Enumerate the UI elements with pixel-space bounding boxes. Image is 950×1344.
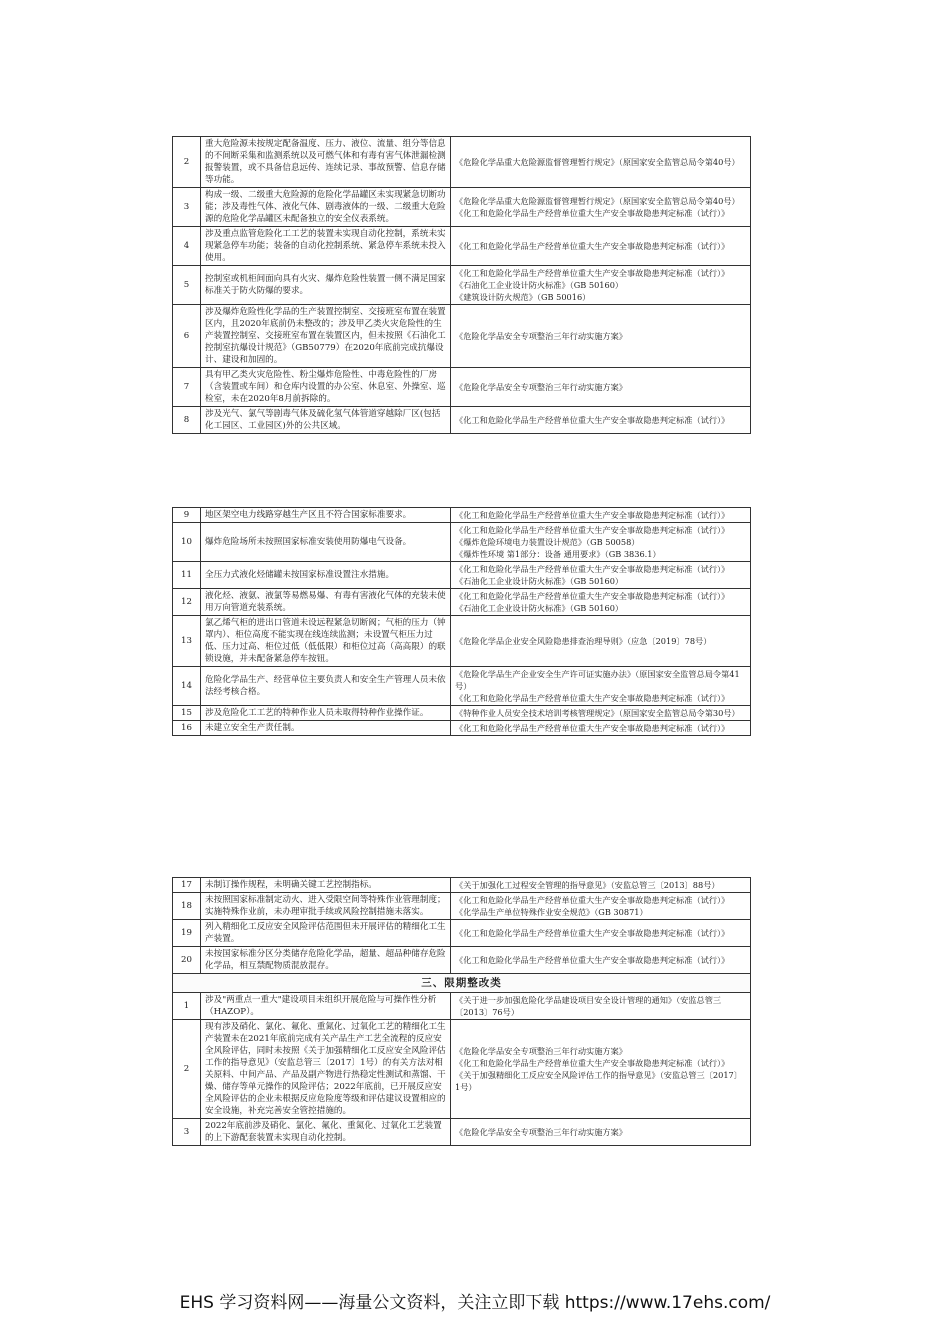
reference-text: 《危险化学品安全专项整治三年行动实施方案》 bbox=[455, 1127, 627, 1137]
table-row bbox=[173, 706, 751, 721]
reference-text: 《化工和危险化学品生产经营单位重大生产安全事故隐患判定标准（试行）》 bbox=[455, 415, 730, 425]
reference-text: 《化工和危险化学品生产经营单位重大生产安全事故隐患判定标准（试行）》 bbox=[455, 208, 730, 218]
reference-cell bbox=[451, 188, 751, 227]
reference-text: 《关于进一步加强危险化学品建设项目安全设计管理的通知》（安监总管三〔2013〕76号） bbox=[455, 995, 722, 1017]
reference-text: 《石油化工企业设计防火标准》（GB 50160） bbox=[455, 576, 624, 586]
reference-text: 《化工和危险化学品生产经营单位重大生产安全事故隐患判定标准（试行）》 bbox=[455, 895, 730, 905]
reference-cell bbox=[451, 947, 751, 974]
row-number: 3 bbox=[173, 188, 201, 227]
row-number: 7 bbox=[173, 368, 201, 407]
reference-cell bbox=[451, 993, 751, 1020]
row-number: 18 bbox=[173, 893, 201, 920]
table-row bbox=[173, 523, 751, 562]
reference-text: 《关于加强精细化工反应安全风险评估工作的指导意见》（安监总管三〔2017〕1号） bbox=[455, 1070, 742, 1092]
reference-text: 《化学品生产单位特殊作业安全规范》（GB 30871） bbox=[455, 907, 648, 917]
footer-watermark-text: EHS 学习资料网——海量公文资料，关注立即下载 https://www.17ehs.com/ bbox=[179, 1293, 771, 1313]
hazard-description: 具有甲乙类火灾危险性、粉尘爆炸危险性、中毒危险性的厂房（含装置或车间）和仓库内设置的办公室、休息室、外操室、巡检室，未在2020年8月前拆除的。 bbox=[201, 368, 451, 407]
reference-cell bbox=[451, 706, 751, 721]
reference-cell bbox=[451, 721, 751, 736]
hazard-description: 地区架空电力线路穿越生产区且不符合国家标准要求。 bbox=[201, 508, 451, 523]
section-title: 三、限期整改类 bbox=[173, 974, 751, 993]
hazard-description: 爆炸危险场所未按照国家标准安装使用防爆电气设备。 bbox=[201, 523, 451, 562]
row-number: 3 bbox=[173, 1119, 201, 1146]
table-row bbox=[173, 667, 751, 706]
reference-text: 《化工和危险化学品生产经营单位重大生产安全事故隐患判定标准（试行）》 bbox=[455, 928, 730, 938]
reference-text: 《化工和危险化学品生产经营单位重大生产安全事故隐患判定标准（试行）》 bbox=[455, 510, 730, 520]
section-header-row bbox=[173, 974, 751, 993]
row-number: 5 bbox=[173, 266, 201, 305]
reference-cell bbox=[451, 137, 751, 188]
hazard-description: 未建立安全生产责任制。 bbox=[201, 721, 451, 736]
reference-text: 《危险化学品安全专项整治三年行动实施方案》 bbox=[455, 382, 627, 392]
row-number: 6 bbox=[173, 305, 201, 368]
hazard-description: 全压力式液化烃储罐未按国家标准设置注水措施。 bbox=[201, 562, 451, 589]
reference-text: 《化工和危险化学品生产经营单位重大生产安全事故隐患判定标准（试行）》 bbox=[455, 1058, 730, 1068]
reference-cell bbox=[451, 589, 751, 616]
table-row bbox=[173, 137, 751, 188]
table-row bbox=[173, 947, 751, 974]
reference-text: 《化工和危险化学品生产经营单位重大生产安全事故隐患判定标准（试行）》 bbox=[455, 723, 730, 733]
reference-text: 《建筑设计防火规范》（GB 50016） bbox=[455, 292, 591, 302]
reference-text: 《爆炸危险环境电力装置设计规范》（GB 50058） bbox=[455, 537, 640, 547]
table-row bbox=[173, 266, 751, 305]
hazard-description: 危险化学品生产、经营单位主要负责人和安全生产管理人员未依法经考核合格。 bbox=[201, 667, 451, 706]
hazard-description: 列入精细化工反应安全风险评估范围但未开展评估的精细化工生产装置。 bbox=[201, 920, 451, 947]
table-row bbox=[173, 920, 751, 947]
table-row bbox=[173, 227, 751, 266]
reference-text: 《化工和危险化学品生产经营单位重大生产安全事故隐患判定标准（试行）》 bbox=[455, 241, 730, 251]
row-number: 15 bbox=[173, 706, 201, 721]
hazard-description: 未按照国家标准制定动火、进入受限空间等特殊作业管理制度；实施特殊作业前，未办理审批手续或风险控制措施未落实。 bbox=[201, 893, 451, 920]
reference-text: 《危险化学品安全专项整治三年行动实施方案》 bbox=[455, 1046, 627, 1056]
reference-text: 《化工和危险化学品生产经营单位重大生产安全事故隐患判定标准（试行）》 bbox=[455, 591, 730, 601]
hazard-description: 现有涉及硝化、氯化、氟化、重氮化、过氧化工艺的精细化工生产装置未在2021年底前完成有关产品生产工艺全流程的反应安全风险评估，同时未按照《关于加强精细化工反应安全风险评估工作的指导意见》（安监总管三〔2017〕1号）的有关方法对相关原料、中间产品、产品及副产物进行热稳定性测试和蒸馏、干燥、储存等单元操作的风险评估；2022年底前，已开展反应安全风险评估的企业未根据反应危险度等级和评估建议设置相应的安全设施，补充完善安全管控措施的。 bbox=[201, 1020, 451, 1119]
reference-text: 《特种作业人员安全技术培训考核管理规定》（原国家安全监管总局令第30号） bbox=[455, 708, 740, 718]
reference-text: 《关于加强化工过程安全管理的指导意见》（安监总管三〔2013〕88号） bbox=[455, 880, 720, 890]
reference-cell bbox=[451, 523, 751, 562]
reference-text: 《危险化学品生产企业安全生产许可证实施办法》（原国家安全监管总局令第41号） bbox=[455, 669, 740, 691]
hazard-description: 液化烃、液氨、液氯等易燃易爆、有毒有害液化气体的充装未使用万向管道充装系统。 bbox=[201, 589, 451, 616]
hazard-description: 控制室或机柜间面向具有火灾、爆炸危险性装置一侧不满足国家标准关于防火防爆的要求。 bbox=[201, 266, 451, 305]
reference-text: 《爆炸性环境 第1部分：设备 通用要求》（GB 3836.1） bbox=[455, 549, 661, 559]
reference-cell bbox=[451, 878, 751, 893]
reference-cell bbox=[451, 407, 751, 434]
reference-text: 《石油化工企业设计防火标准》（GB 50160） bbox=[455, 603, 624, 613]
reference-text: 《化工和危险化学品生产经营单位重大生产安全事故隐患判定标准（试行）》 bbox=[455, 693, 730, 703]
hazard-description: 2022年底前涉及硝化、氯化、氟化、重氮化、过氧化工艺装置的上下游配套装置未实现自动化控制。 bbox=[201, 1119, 451, 1146]
reference-cell bbox=[451, 893, 751, 920]
table-row bbox=[173, 1020, 751, 1119]
table-row bbox=[173, 188, 751, 227]
hazard-description: 未按国家标准分区分类储存危险化学品，超量、超品种储存危险化学品，相互禁配物质混放混存。 bbox=[201, 947, 451, 974]
table-row bbox=[173, 562, 751, 589]
row-number: 17 bbox=[173, 878, 201, 893]
reference-text: 《危险化学品安全专项整治三年行动实施方案》 bbox=[455, 331, 627, 341]
reference-cell bbox=[451, 305, 751, 368]
reference-text: 《化工和危险化学品生产经营单位重大生产安全事故隐患判定标准（试行）》 bbox=[455, 525, 730, 535]
reference-cell bbox=[451, 616, 751, 667]
hazard-description: 涉及爆炸危险性化学品的生产装置控制室、交接班室布置在装置区内，且2020年底前仍未整改的；涉及甲乙类火灾危险性的生产装置控制室、交接班室布置在装置区内，但未按照《石油化工控制室抗爆设计规范》（GB50779）在2020年底前完成抗爆设计、建设和加固的。 bbox=[201, 305, 451, 368]
reference-text: 《危险化学品重大危险源监督管理暂行规定》（原国家安全监管总局令第40号） bbox=[455, 157, 740, 167]
hazard-description: 构成一级、二级重大危险源的危险化学品罐区未实现紧急切断功能；涉及毒性气体、液化气体、剧毒液体的一级、二级重大危险源的危险化学品罐区未配备独立的安全仪表系统。 bbox=[201, 188, 451, 227]
table-row bbox=[173, 1119, 751, 1146]
reference-cell bbox=[451, 562, 751, 589]
hazard-table-part-1 bbox=[172, 136, 751, 434]
reference-cell bbox=[451, 508, 751, 523]
row-number: 20 bbox=[173, 947, 201, 974]
reference-text: 《危险化学品企业安全风险隐患排查治理导则》（应急〔2019〕78号） bbox=[455, 636, 712, 646]
hazard-description: 涉及危险化工工艺的特种作业人员未取得特种作业操作证。 bbox=[201, 706, 451, 721]
hazard-table-part-2 bbox=[172, 507, 751, 736]
table-row bbox=[173, 616, 751, 667]
table-row bbox=[173, 878, 751, 893]
table-row bbox=[173, 993, 751, 1020]
row-number: 11 bbox=[173, 562, 201, 589]
row-number: 12 bbox=[173, 589, 201, 616]
hazard-description: 重大危险源未按规定配备温度、压力、液位、流量、组分等信息的不间断采集和监测系统以及可燃气体和有毒有害气体泄漏检测报警装置，或不具备信息远传、连续记录、事故预警、信息存储等功能。 bbox=[201, 137, 451, 188]
table-row bbox=[173, 368, 751, 407]
row-number: 8 bbox=[173, 407, 201, 434]
row-number: 9 bbox=[173, 508, 201, 523]
row-number: 2 bbox=[173, 1020, 201, 1119]
hazard-description: 涉及光气、氯气等剧毒气体及硫化氢气体管道穿越除厂区(包括化工园区、工业园区)外的公共区域。 bbox=[201, 407, 451, 434]
reference-text: 《化工和危险化学品生产经营单位重大生产安全事故隐患判定标准（试行）》 bbox=[455, 564, 730, 574]
table-row bbox=[173, 407, 751, 434]
reference-cell bbox=[451, 667, 751, 706]
reference-cell bbox=[451, 1020, 751, 1119]
reference-cell bbox=[451, 227, 751, 266]
row-number: 14 bbox=[173, 667, 201, 706]
reference-cell bbox=[451, 920, 751, 947]
reference-text: 《危险化学品重大危险源监督管理暂行规定》（原国家安全监管总局令第40号） bbox=[455, 196, 740, 206]
table-row bbox=[173, 721, 751, 736]
row-number: 10 bbox=[173, 523, 201, 562]
reference-text: 《化工和危险化学品生产经营单位重大生产安全事故隐患判定标准（试行）》 bbox=[455, 268, 730, 278]
reference-cell bbox=[451, 1119, 751, 1146]
row-number: 1 bbox=[173, 993, 201, 1020]
row-number: 13 bbox=[173, 616, 201, 667]
row-number: 19 bbox=[173, 920, 201, 947]
row-number: 2 bbox=[173, 137, 201, 188]
row-number: 16 bbox=[173, 721, 201, 736]
hazard-description: 未制订操作规程，未明确关键工艺控制指标。 bbox=[201, 878, 451, 893]
row-number: 4 bbox=[173, 227, 201, 266]
hazard-table-part-3 bbox=[172, 877, 751, 1146]
table-row bbox=[173, 305, 751, 368]
hazard-description: 涉及"两重点一重大"建设项目未组织开展危险与可操作性分析（HAZOP）。 bbox=[201, 993, 451, 1020]
hazard-description: 涉及重点监管危险化工工艺的装置未实现自动化控制，系统未实现紧急停车功能；装备的自动化控制系统、紧急停车系统未投入使用。 bbox=[201, 227, 451, 266]
reference-cell bbox=[451, 368, 751, 407]
hazard-description: 氯乙烯气柜的进出口管道未设远程紧急切断阀；气柜的压力（钟罩内）、柜位高度不能实现在线连续监测；未设置气柜压力过低、压力过高、柜位过低（低低限）和柜位过高（高高限）的联锁设施，并未配备紧急停车按钮。 bbox=[201, 616, 451, 667]
table-row bbox=[173, 508, 751, 523]
table-row bbox=[173, 893, 751, 920]
table-row bbox=[173, 589, 751, 616]
reference-cell bbox=[451, 266, 751, 305]
reference-text: 《石油化工企业设计防火标准》（GB 50160） bbox=[455, 280, 624, 290]
reference-text: 《化工和危险化学品生产经营单位重大生产安全事故隐患判定标准（试行）》 bbox=[455, 955, 730, 965]
